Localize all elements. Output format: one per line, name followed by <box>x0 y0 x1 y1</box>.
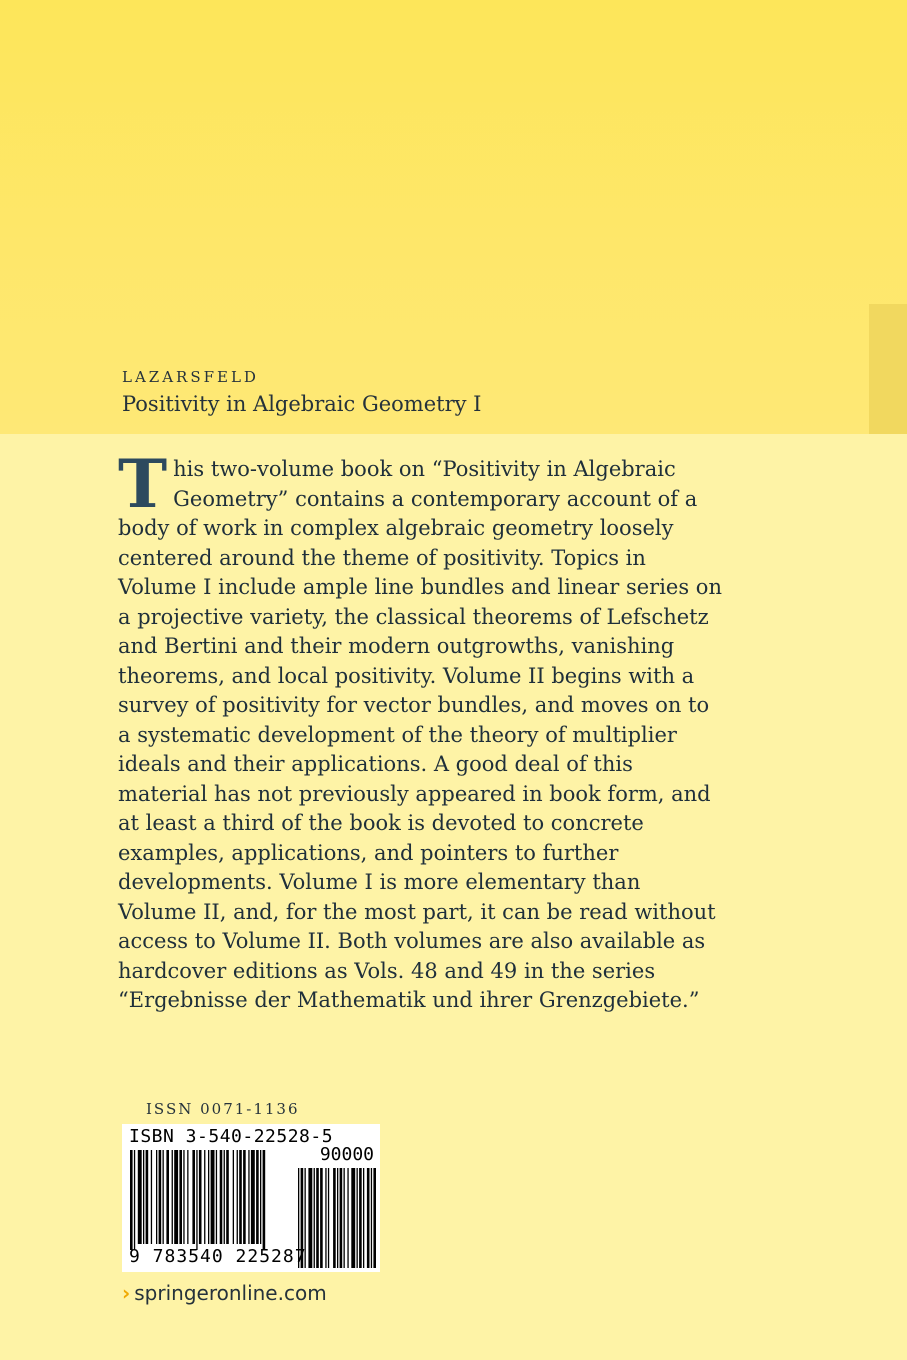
barcode-bar <box>256 1150 259 1244</box>
addon-bar <box>363 1168 364 1268</box>
addon-bar <box>347 1168 348 1268</box>
issn-label: ISSN 0071-1136 <box>146 1100 300 1118</box>
barcode-bar <box>163 1150 164 1244</box>
addon-bar <box>320 1168 323 1268</box>
barcode-bar <box>226 1150 229 1244</box>
barcode-bar <box>237 1150 238 1244</box>
barcode-bar <box>143 1150 144 1244</box>
barcode-bar <box>183 1150 184 1244</box>
website-label: springeronline.com <box>134 1281 327 1305</box>
barcode-bar <box>134 1150 135 1250</box>
addon-bar <box>325 1168 326 1268</box>
barcode-bar <box>224 1150 225 1244</box>
barcode-bar <box>216 1150 217 1244</box>
barcode-bar <box>156 1150 157 1244</box>
ean-digits: 9 783540 225287 <box>129 1246 307 1267</box>
barcode-bar <box>196 1150 197 1250</box>
barcode-bar <box>174 1150 178 1244</box>
barcode-bar <box>248 1150 249 1244</box>
barcode-bar <box>151 1150 152 1244</box>
addon-bar <box>357 1168 358 1268</box>
book-description <box>118 445 722 1016</box>
barcode-bar <box>159 1150 162 1244</box>
barcode-bar <box>146 1150 149 1244</box>
addon-bar <box>340 1168 343 1268</box>
barcode-bar <box>208 1150 209 1244</box>
author-name: LAZARSFELD <box>122 368 259 386</box>
barcode-bar <box>130 1150 133 1250</box>
barcode-bar <box>199 1150 202 1244</box>
description-text: his two-volume book on “Positivity in Algebraic Geometry” contains a contemporary account of a body of work in complex algebraic geometry loosely centered around the theme of positivity. Topics in Volume I include ample line bundles and linear series on a projective variety, the classical theorems of Lefschetz and Bertini and their modern outgrowths, vanishing theorems, and local positivity. Volume II begins with a survey of positivity for vector bundles, and moves on to a systematic development of the theory of multiplier ideals and their applications. A good deal of this material has not previously appeared in book form, and at least a third of the book is devoted to concrete examples, applications, and pointers to further developments. Volume I is more elementary than Volume II, and, for the most part, it can be read without access to Volume II. Both volumes are also available as hardcover editions as Vols. 48 and 49 in the series “Ergebnisse der Mathematik und ihrer Grenzgebiete.” <box>118 457 722 1012</box>
price-addon: 90000 <box>319 1144 374 1165</box>
barcode-bar <box>243 1150 246 1244</box>
spine-tab <box>869 304 907 434</box>
addon-bar <box>373 1168 376 1268</box>
barcode-bar <box>233 1150 234 1244</box>
addon-bar <box>328 1168 329 1268</box>
addon-bar <box>344 1168 345 1268</box>
chevron-right-icon: › <box>122 1281 131 1305</box>
addon-bar <box>371 1168 372 1268</box>
addon-bar <box>308 1168 312 1268</box>
addon-bar <box>333 1168 336 1268</box>
barcode-bar <box>220 1150 223 1244</box>
barcode-bar <box>179 1150 182 1244</box>
addon-bar <box>337 1168 338 1268</box>
barcode-bar <box>138 1150 142 1244</box>
barcode-bar <box>260 1150 261 1244</box>
addon-bar <box>359 1168 362 1268</box>
barcode-bar <box>251 1150 255 1244</box>
drop-cap: T <box>118 445 168 523</box>
barcode-panel <box>122 1124 380 1272</box>
addon-bar <box>351 1168 355 1268</box>
barcode-bar <box>263 1150 266 1250</box>
barcode-bar <box>211 1150 215 1244</box>
barcode-bar <box>239 1150 242 1244</box>
addon-bar <box>314 1168 315 1268</box>
publisher-website[interactable] <box>122 1281 327 1305</box>
barcode-bar <box>187 1150 188 1244</box>
barcode-bar <box>166 1150 169 1244</box>
barcode-bar <box>204 1150 205 1244</box>
isbn-label: ISBN 3-540-22528-5 <box>129 1126 334 1147</box>
addon-bar <box>367 1168 370 1268</box>
barcode-bar <box>172 1150 173 1244</box>
addon-bar <box>316 1168 319 1268</box>
barcode-bar <box>192 1150 195 1244</box>
book-title: Positivity in Algebraic Geometry I <box>122 392 482 416</box>
